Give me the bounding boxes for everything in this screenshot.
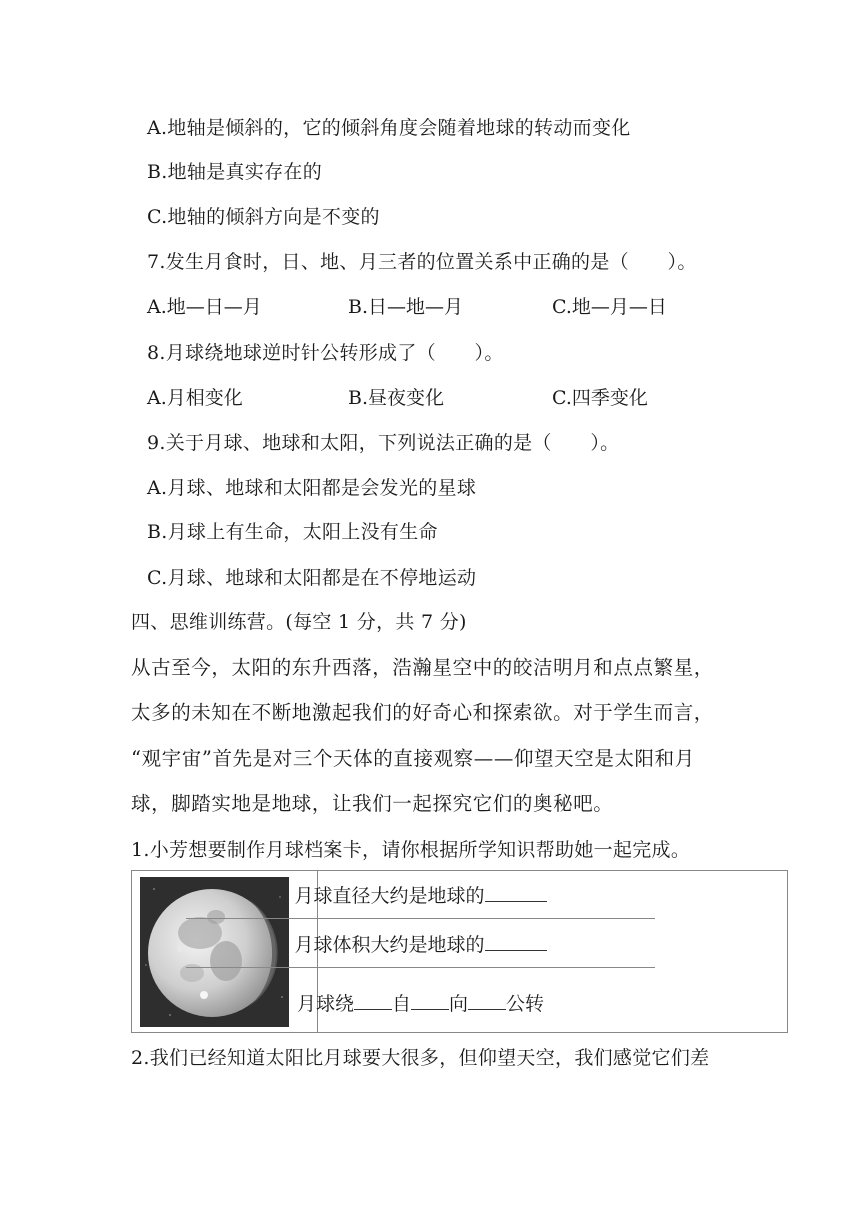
intro-line-4: 球，脚踏实地是地球，让我们一起探究它们的奥秘吧。 xyxy=(131,792,614,815)
q7-option-a: A.地—日—月 xyxy=(147,296,262,318)
orbit-blank-2[interactable] xyxy=(411,991,449,1010)
card-row-orbit xyxy=(186,991,655,1016)
volume-blank[interactable] xyxy=(485,932,547,951)
q6-option-a: A.地轴是倾斜的，它的倾斜角度会随着地球的转动而变化 xyxy=(147,117,631,139)
q9-option-c: C.月球、地球和太阳都是在不停地运动 xyxy=(147,567,477,589)
q8-option-b: B.昼夜变化 xyxy=(348,387,445,409)
card-row-diameter xyxy=(186,883,655,908)
q6-option-c: C.地轴的倾斜方向是不变的 xyxy=(147,206,380,228)
card-divider-1 xyxy=(186,918,655,919)
orbit-label-a: 月球绕 xyxy=(296,993,354,1015)
q7-stem: 7.发生月食时，日、地、月三者的位置关系中正确的是（ ）。 xyxy=(147,251,697,273)
intro-line-2: 太多的未知在不断地激起我们的好奇心和探索欲。对于学生而言， xyxy=(131,701,714,724)
card-row-volume xyxy=(186,932,655,957)
orbit-label-b: 自 xyxy=(391,993,411,1015)
q6-option-b: B.地轴是真实存在的 xyxy=(147,161,323,183)
q9-option-a: A.月球、地球和太阳都是会发光的星球 xyxy=(147,477,477,499)
q9-stem: 9.关于月球、地球和太阳，下列说法正确的是（ ）。 xyxy=(147,432,620,454)
q7-option-b: B.日—地—月 xyxy=(348,296,464,318)
diameter-blank[interactable] xyxy=(485,883,547,902)
q8-stem: 8.月球绕地球逆时针公转形成了（ ）。 xyxy=(147,342,504,364)
section4-heading: 四、思维训练营。(每空 1 分，共 7 分) xyxy=(131,611,467,633)
q9-option-b: B.月球上有生命，太阳上没有生命 xyxy=(147,521,438,543)
volume-label: 月球体积大约是地球的 xyxy=(294,934,485,956)
intro-line-1: 从古至今，太阳的东升西落，浩瀚星空中的皎洁明月和点点繁星， xyxy=(131,656,714,679)
q8-option-a: A.月相变化 xyxy=(147,387,243,409)
orbit-label-c: 向 xyxy=(449,993,469,1015)
diameter-label: 月球直径大约是地球的 xyxy=(294,885,485,907)
orbit-blank-3[interactable] xyxy=(468,991,506,1010)
orbit-blank-1[interactable] xyxy=(354,991,392,1010)
card-divider-2 xyxy=(186,967,655,968)
question-2: 2.我们已经知道太阳比月球要大很多，但仰望天空，我们感觉它们差 xyxy=(131,1047,710,1069)
q8-option-c: C.四季变化 xyxy=(552,387,648,409)
q7-option-c: C.地—月—日 xyxy=(552,296,667,318)
question-1: 1.小芳想要制作月球档案卡，请你根据所学知识帮助她一起完成。 xyxy=(131,839,691,861)
intro-line-3: “观宇宙”首先是对三个天体的直接观察——仰望天空是太阳和月 xyxy=(131,747,695,770)
orbit-label-d: 公转 xyxy=(506,993,545,1015)
